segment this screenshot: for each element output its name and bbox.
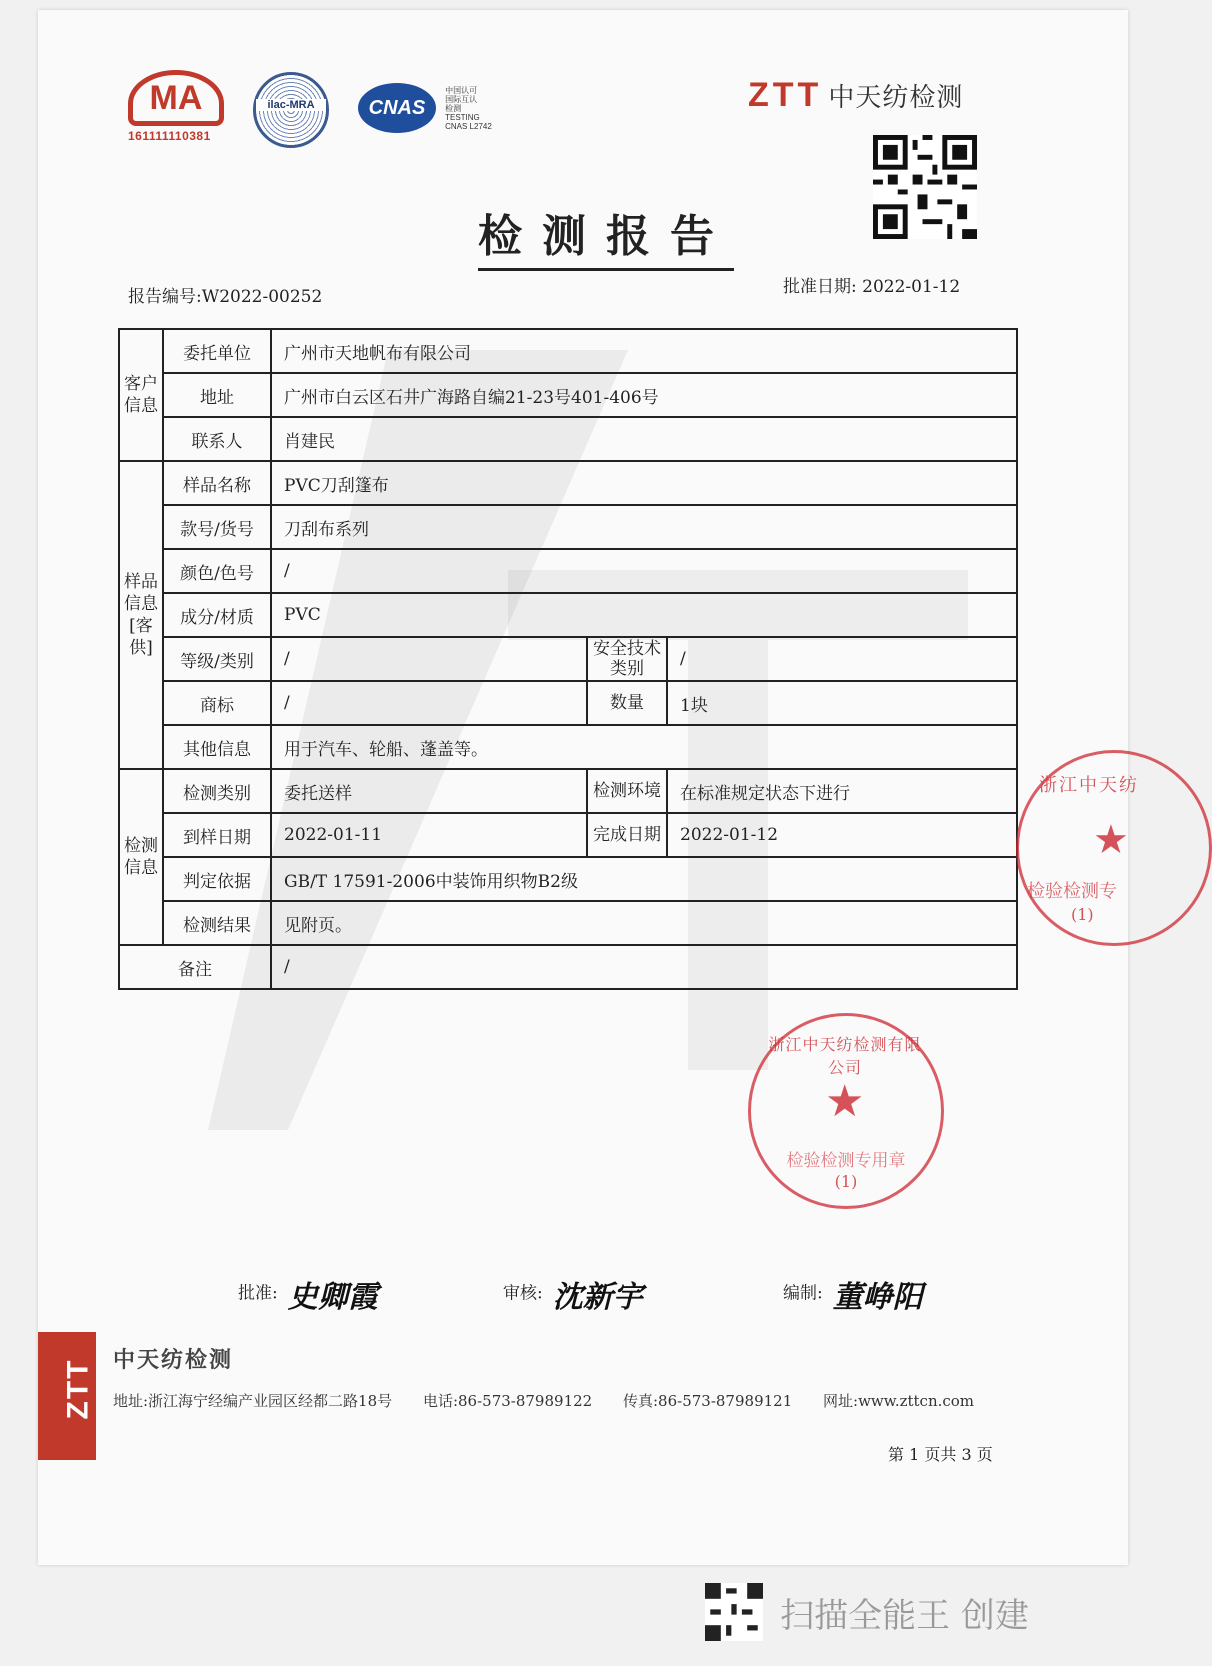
complete-date-label: 完成日期 [587,813,667,857]
other-info-label: 其他信息 [163,725,271,769]
address-label: 地址 [163,373,271,417]
cma-mark: MA [128,70,224,126]
side-seal-number: (1) [1071,905,1094,924]
address-value: 广州市白云区石井广海路自编21-23号401-406号 [271,373,1017,417]
brand-name: 中天纺检测 [828,83,964,113]
test-type-value: 委托送样 [271,769,587,813]
approve-sig: 史卿霞 [287,1280,378,1315]
side-seal-name: 浙江中天纺 [1039,775,1139,796]
cma-logo [128,70,238,143]
other-info-value: 用于汽车、轮船、蓬盖等。 [271,725,1017,769]
style-value: 刀刮布系列 [271,505,1017,549]
footer-phone: 电话:86-573-87989122 [422,1392,593,1410]
compile-sig: 董峥阳 [832,1280,923,1315]
grade-value: / [271,637,587,681]
brand-logo: ZTT [748,76,823,114]
quantity-value: 1块 [667,681,1017,725]
result-label: 检测结果 [163,901,271,945]
seal-star-icon: ★ [825,1076,865,1127]
seal-number: (1) [834,1172,858,1191]
basis-label: 判定依据 [163,857,271,901]
result-value: 见附页。 [271,901,1017,945]
client-info-group: 客户信息 [119,329,163,461]
remarks-value: / [271,945,1017,989]
sample-name-value: PVC刀刮篷布 [271,461,1017,505]
side-seal-caption: 检验检测专 [1027,881,1117,902]
footer-address: 地址:浙江海宁经编产业园区经都二路18号 [113,1392,393,1410]
arrival-date-label: 到样日期 [163,813,271,857]
test-env-value: 在标准规定状态下进行 [667,769,1017,813]
arrival-date-value: 2022-01-11 [271,813,587,857]
company-seal [748,1013,944,1209]
page-indicator: 第 1 页共 3 页 [888,1445,993,1464]
composition-label: 成分/材质 [163,593,271,637]
side-seal [1016,750,1212,946]
safety-label: 安全技术类别 [587,637,667,681]
test-env-label: 检测环境 [587,769,667,813]
cma-number: 161111110381 [128,129,211,143]
report-title: 检测报告 [478,200,734,271]
commissioner-value: 广州市天地帆布有限公司 [271,329,1017,373]
color-value: / [271,549,1017,593]
approval-date: 批准日期: 2022-01-12 [783,277,961,297]
compile-label: 编制: [783,1283,823,1304]
footer-logo-band [38,1332,96,1460]
report-page [38,10,1139,1565]
review-signature [503,1272,643,1316]
cnas-caption: 中国认可 国际互认 检测 TESTING CNAS L2742 [445,85,492,131]
quantity-label: 数量 [587,681,667,725]
contact-label: 联系人 [163,417,271,461]
approve-signature [238,1272,378,1316]
cnas-logo [358,83,492,133]
scanner-qr-icon [705,1583,763,1641]
safety-value: / [667,637,1017,681]
review-sig: 沈新宇 [552,1280,643,1315]
brand-header [748,76,963,115]
test-info-group: 检测信息 [119,769,163,945]
seal-company-name: 浙江中天纺检测有限公司 [768,1035,922,1077]
trademark-value: / [271,681,587,725]
style-label: 款号/货号 [163,505,271,549]
compile-signature [783,1272,923,1316]
trademark-label: 商标 [163,681,271,725]
footer-contact [113,1390,974,1411]
report-table [118,328,1018,990]
basis-value: GB/T 17591-2006中装饰用织物B2级 [271,857,1017,901]
footer-logo: ZTT [61,1358,95,1420]
sample-name-label: 样品名称 [163,461,271,505]
commissioner-label: 委托单位 [163,329,271,373]
remarks-label: 备注 [119,945,271,989]
ilac-logo [253,72,329,148]
contact-value: 肖建民 [271,417,1017,461]
composition-value: PVC [271,593,1017,637]
footer-company: 中天纺检测 [113,1348,234,1373]
side-seal-star-icon: ★ [1093,817,1129,863]
footer-fax: 传真:86-573-87989121 [622,1392,793,1410]
qr-code-icon [873,135,977,239]
scanner-watermark [705,1583,1029,1641]
cnas-mark: CNAS [358,83,436,133]
report-number: 报告编号:W2022-00252 [128,287,323,307]
review-label: 审核: [503,1283,543,1304]
test-type-label: 检测类别 [163,769,271,813]
approve-label: 批准: [238,1283,278,1304]
complete-date-value: 2022-01-12 [667,813,1017,857]
color-label: 颜色/色号 [163,549,271,593]
seal-caption: 检验检测专用章 [786,1151,906,1171]
ilac-mark: ilac-MRA [256,99,326,111]
scanner-text: 扫描全能王 创建 [780,1595,1029,1636]
footer-website: 网址:www.zttcn.com [823,1392,975,1410]
sample-info-group: 样品信息[客供] [119,461,163,769]
grade-label: 等级/类别 [163,637,271,681]
